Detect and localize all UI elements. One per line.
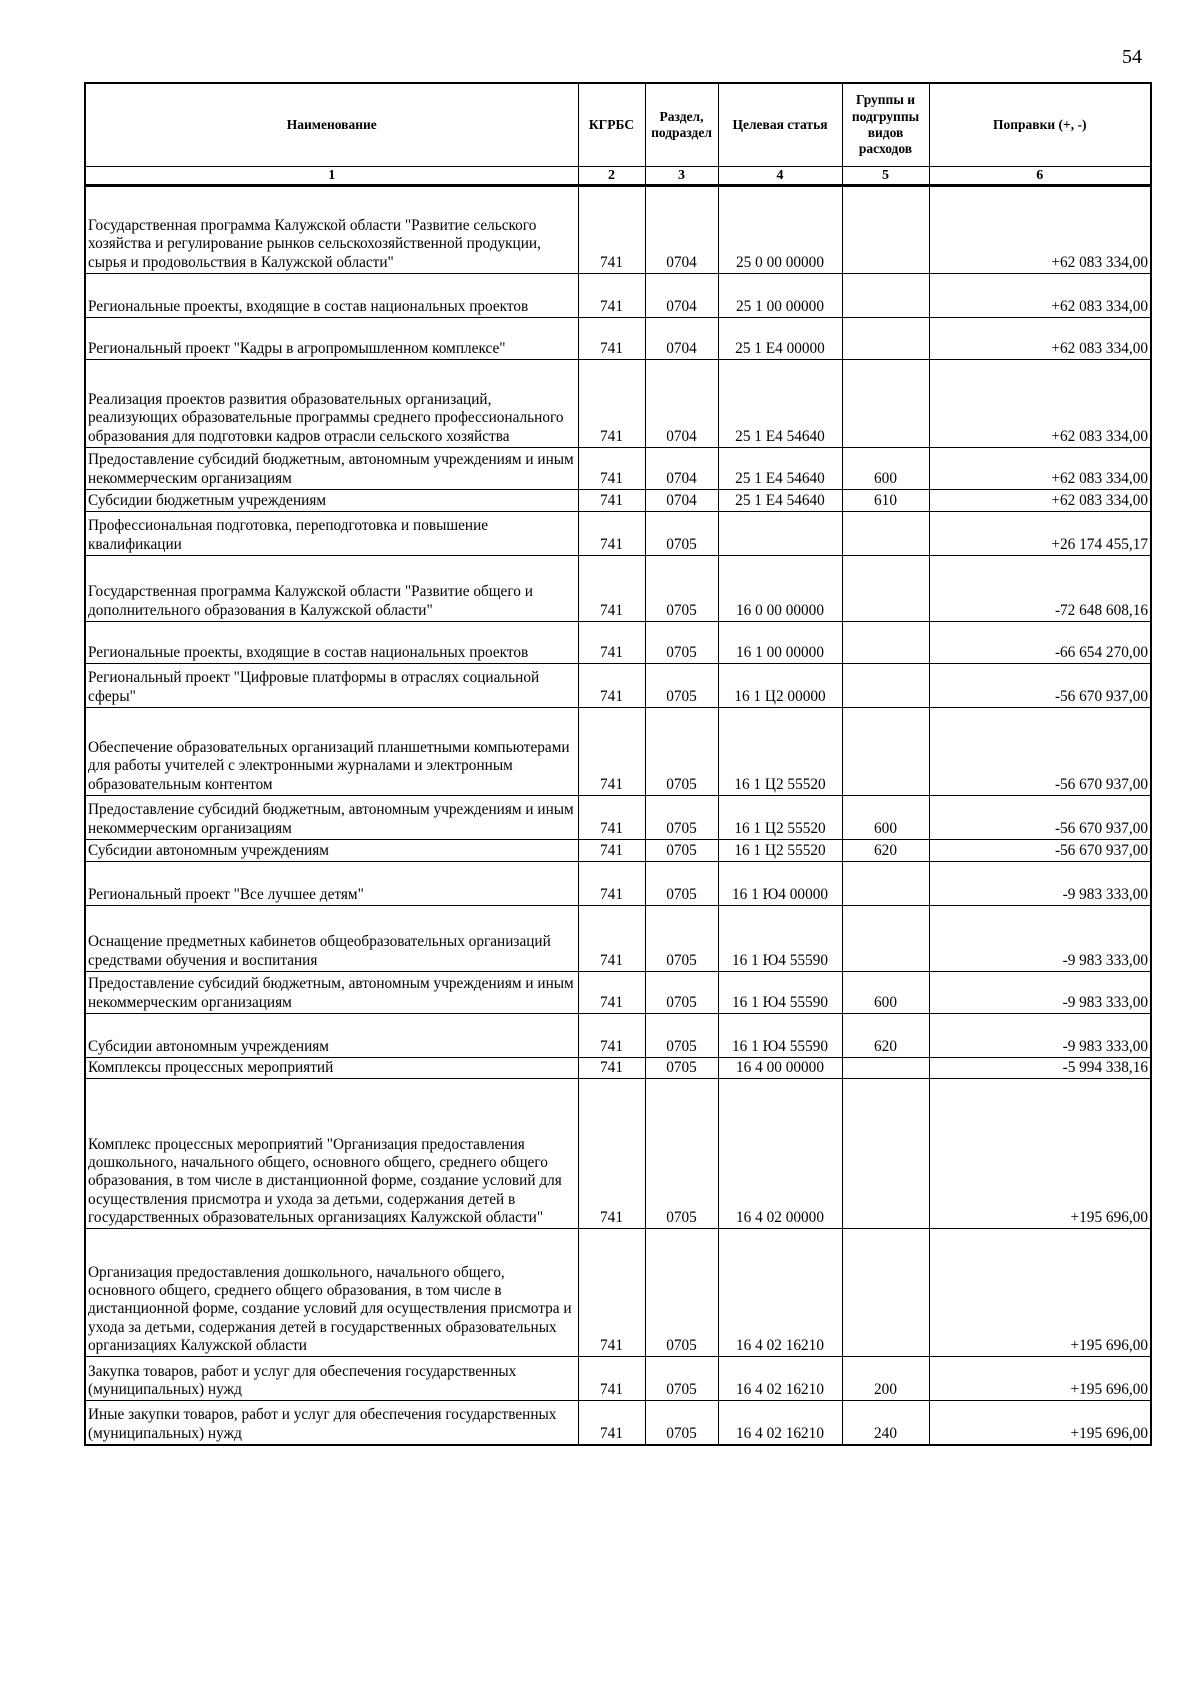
row-section-cell: 0704 xyxy=(645,186,718,274)
row-section-cell: 0705 xyxy=(645,796,718,840)
row-target-cell: 16 1 Ц2 55520 xyxy=(718,840,842,862)
row-name-cell: Предоставление субсидий бюджетным, автономным учреждениям и иным некоммерческим организациям xyxy=(85,972,578,1014)
row-name-cell: Реализация проектов развития образовательных организаций, реализующих образовательные программы среднего профессионального образования для подготовки кадров отрасли сельского хозяйства xyxy=(85,360,578,448)
row-amount-cell: +26 174 455,17 xyxy=(929,512,1151,556)
row-amount-cell: -9 983 333,00 xyxy=(929,906,1151,972)
row-name-cell: Обеспечение образовательных организаций планшетными компьютерами для работы учителей с электронными журналами и электронным образовательным контентом xyxy=(85,708,578,796)
row-expense-type-cell: 600 xyxy=(842,448,929,490)
row-section-cell: 0705 xyxy=(645,1357,718,1401)
table-row xyxy=(85,1014,1151,1058)
table-row xyxy=(85,906,1151,972)
row-amount-cell: +195 696,00 xyxy=(929,1079,1151,1229)
row-expense-type-cell xyxy=(842,360,929,448)
row-name-cell: Региональный проект "Кадры в агропромышленном комплексе" xyxy=(85,318,578,360)
row-section-cell: 0705 xyxy=(645,1079,718,1229)
header-amendments: Поправки (+, -) xyxy=(929,83,1151,167)
row-expense-type-cell xyxy=(842,1229,929,1357)
row-amount-cell: -9 983 333,00 xyxy=(929,1014,1151,1058)
row-amount-cell: +195 696,00 xyxy=(929,1401,1151,1445)
row-kgrbs-cell: 741 xyxy=(578,186,645,274)
table-body xyxy=(85,186,1151,1445)
row-name-cell: Региональный проект "Цифровые платформы в отраслях социальной сферы" xyxy=(85,664,578,708)
row-kgrbs-cell: 741 xyxy=(578,318,645,360)
table-row xyxy=(85,318,1151,360)
row-expense-type-cell: 610 xyxy=(842,490,929,512)
row-kgrbs-cell: 741 xyxy=(578,862,645,906)
row-target-cell: 16 1 Ю4 00000 xyxy=(718,862,842,906)
row-expense-type-cell: 620 xyxy=(842,1014,929,1058)
table-row xyxy=(85,796,1151,840)
row-name-cell: Оснащение предметных кабинетов общеобразовательных организаций средствами обучения и воспитания xyxy=(85,906,578,972)
table-row xyxy=(85,360,1151,448)
table-row xyxy=(85,972,1151,1014)
table-header-row xyxy=(85,83,1151,167)
table-row xyxy=(85,448,1151,490)
row-name-cell: Организация предоставления дошкольного, начального общего, основного общего, среднего общего образования, в том числе в дистанционной форме, создание условий для осуществления присмотра и ухода за детьми, содержания детей в государственных образовательных организациях Калужской области xyxy=(85,1229,578,1357)
row-expense-type-cell xyxy=(842,512,929,556)
row-expense-type-cell xyxy=(842,664,929,708)
column-number: 1 xyxy=(85,167,578,186)
row-expense-type-cell xyxy=(842,186,929,274)
row-target-cell xyxy=(718,512,842,556)
row-amount-cell: -72 648 608,16 xyxy=(929,556,1151,622)
table-row xyxy=(85,1229,1151,1357)
row-amount-cell: -56 670 937,00 xyxy=(929,840,1151,862)
row-amount-cell: +62 083 334,00 xyxy=(929,360,1151,448)
row-name-cell: Иные закупки товаров, работ и услуг для обеспечения государственных (муниципальных) нужд xyxy=(85,1401,578,1445)
row-expense-type-cell: 200 xyxy=(842,1357,929,1401)
row-section-cell: 0704 xyxy=(645,318,718,360)
row-target-cell: 25 1 00 00000 xyxy=(718,274,842,318)
table-row xyxy=(85,512,1151,556)
row-name-cell: Комплекс процессных мероприятий "Организация предоставления дошкольного, начального общего, основного общего, среднего общего образования, в том числе в дистанционной форме, создание условий для осуществления присмотра и ухода за детьми, содержания детей в государственных образовательных организациях Калужской области" xyxy=(85,1079,578,1229)
row-name-cell: Региональные проекты, входящие в состав национальных проектов xyxy=(85,622,578,664)
column-number: 5 xyxy=(842,167,929,186)
column-number: 2 xyxy=(578,167,645,186)
page-number: 54 xyxy=(1122,46,1142,68)
row-kgrbs-cell: 741 xyxy=(578,972,645,1014)
row-kgrbs-cell: 741 xyxy=(578,274,645,318)
row-section-cell: 0705 xyxy=(645,1229,718,1357)
row-expense-type-cell xyxy=(842,274,929,318)
row-expense-type-cell: 600 xyxy=(842,796,929,840)
row-name-cell: Предоставление субсидий бюджетным, автономным учреждениям и иным некоммерческим организациям xyxy=(85,448,578,490)
table-row xyxy=(85,664,1151,708)
row-name-cell: Комплексы процессных мероприятий xyxy=(85,1058,578,1079)
row-amount-cell: +62 083 334,00 xyxy=(929,448,1151,490)
header-name: Наименование xyxy=(85,83,578,167)
column-number: 4 xyxy=(718,167,842,186)
row-target-cell: 16 1 Ц2 55520 xyxy=(718,708,842,796)
row-target-cell: 25 1 Е4 54640 xyxy=(718,360,842,448)
row-amount-cell: -56 670 937,00 xyxy=(929,796,1151,840)
row-kgrbs-cell: 741 xyxy=(578,622,645,664)
row-section-cell: 0704 xyxy=(645,490,718,512)
row-expense-type-cell xyxy=(842,318,929,360)
row-section-cell: 0705 xyxy=(645,1401,718,1445)
row-section-cell: 0705 xyxy=(645,906,718,972)
row-target-cell: 16 1 Ю4 55590 xyxy=(718,906,842,972)
table-row xyxy=(85,490,1151,512)
row-kgrbs-cell: 741 xyxy=(578,664,645,708)
row-amount-cell: -56 670 937,00 xyxy=(929,664,1151,708)
row-amount-cell: +62 083 334,00 xyxy=(929,274,1151,318)
row-target-cell: 25 1 Е4 00000 xyxy=(718,318,842,360)
row-target-cell: 16 1 00 00000 xyxy=(718,622,842,664)
row-section-cell: 0705 xyxy=(645,1014,718,1058)
row-expense-type-cell: 240 xyxy=(842,1401,929,1445)
row-amount-cell: +62 083 334,00 xyxy=(929,186,1151,274)
row-amount-cell: +195 696,00 xyxy=(929,1229,1151,1357)
row-target-cell: 25 0 00 00000 xyxy=(718,186,842,274)
table-row xyxy=(85,274,1151,318)
row-amount-cell: -5 994 338,16 xyxy=(929,1058,1151,1079)
row-name-cell: Государственная программа Калужской области "Развитие общего и дополнительного образования в Калужской области" xyxy=(85,556,578,622)
row-target-cell: 16 1 Ю4 55590 xyxy=(718,1014,842,1058)
row-section-cell: 0705 xyxy=(645,862,718,906)
row-name-cell: Субсидии автономным учреждениям xyxy=(85,840,578,862)
row-kgrbs-cell: 741 xyxy=(578,490,645,512)
row-kgrbs-cell: 741 xyxy=(578,1014,645,1058)
row-name-cell: Государственная программа Калужской области "Развитие сельского хозяйства и регулирование рынков сельскохозяйственной продукции, сырья и продовольствия в Калужской области" xyxy=(85,186,578,274)
row-amount-cell: -66 654 270,00 xyxy=(929,622,1151,664)
row-target-cell: 16 4 00 00000 xyxy=(718,1058,842,1079)
row-amount-cell: -9 983 333,00 xyxy=(929,862,1151,906)
row-kgrbs-cell: 741 xyxy=(578,796,645,840)
row-expense-type-cell xyxy=(842,622,929,664)
row-kgrbs-cell: 741 xyxy=(578,840,645,862)
row-name-cell: Закупка товаров, работ и услуг для обеспечения государственных (муниципальных) нужд xyxy=(85,1357,578,1401)
row-expense-type-cell: 620 xyxy=(842,840,929,862)
row-kgrbs-cell: 741 xyxy=(578,512,645,556)
row-expense-type-cell xyxy=(842,708,929,796)
row-expense-type-cell xyxy=(842,1079,929,1229)
row-kgrbs-cell: 741 xyxy=(578,708,645,796)
row-amount-cell: +62 083 334,00 xyxy=(929,490,1151,512)
row-amount-cell: -56 670 937,00 xyxy=(929,708,1151,796)
table-row xyxy=(85,840,1151,862)
row-kgrbs-cell: 741 xyxy=(578,1229,645,1357)
row-expense-type-cell: 600 xyxy=(842,972,929,1014)
row-amount-cell: +195 696,00 xyxy=(929,1357,1151,1401)
row-target-cell: 16 4 02 16210 xyxy=(718,1401,842,1445)
row-target-cell: 25 1 Е4 54640 xyxy=(718,490,842,512)
row-target-cell: 16 1 Ю4 55590 xyxy=(718,972,842,1014)
row-target-cell: 16 1 Ц2 55520 xyxy=(718,796,842,840)
row-target-cell: 16 1 Ц2 00000 xyxy=(718,664,842,708)
row-kgrbs-cell: 741 xyxy=(578,556,645,622)
column-number-row xyxy=(85,167,1151,186)
table-row xyxy=(85,556,1151,622)
row-kgrbs-cell: 741 xyxy=(578,1401,645,1445)
table-row xyxy=(85,1079,1151,1229)
row-section-cell: 0705 xyxy=(645,512,718,556)
row-name-cell: Субсидии бюджетным учреждениям xyxy=(85,490,578,512)
budget-table xyxy=(84,82,1152,1446)
row-target-cell: 16 4 02 16210 xyxy=(718,1229,842,1357)
table-row xyxy=(85,862,1151,906)
row-kgrbs-cell: 741 xyxy=(578,1058,645,1079)
row-kgrbs-cell: 741 xyxy=(578,906,645,972)
row-target-cell: 25 1 Е4 54640 xyxy=(718,448,842,490)
row-expense-type-cell xyxy=(842,1058,929,1079)
table-row xyxy=(85,708,1151,796)
header-target: Целевая статья xyxy=(718,83,842,167)
row-expense-type-cell xyxy=(842,862,929,906)
row-expense-type-cell xyxy=(842,556,929,622)
row-section-cell: 0705 xyxy=(645,972,718,1014)
column-number: 6 xyxy=(929,167,1151,186)
row-name-cell: Региональные проекты, входящие в состав национальных проектов xyxy=(85,274,578,318)
row-target-cell: 16 4 02 16210 xyxy=(718,1357,842,1401)
row-section-cell: 0705 xyxy=(645,556,718,622)
row-kgrbs-cell: 741 xyxy=(578,1079,645,1229)
row-section-cell: 0704 xyxy=(645,360,718,448)
row-section-cell: 0705 xyxy=(645,1058,718,1079)
row-section-cell: 0705 xyxy=(645,708,718,796)
row-name-cell: Профессиональная подготовка, переподготовка и повышение квалификации xyxy=(85,512,578,556)
table-row xyxy=(85,1058,1151,1079)
row-section-cell: 0705 xyxy=(645,622,718,664)
row-kgrbs-cell: 741 xyxy=(578,360,645,448)
row-expense-type-cell xyxy=(842,906,929,972)
row-name-cell: Региональный проект "Все лучшее детям" xyxy=(85,862,578,906)
table-row xyxy=(85,186,1151,274)
row-section-cell: 0704 xyxy=(645,448,718,490)
header-section: Раздел, подраздел xyxy=(645,83,718,167)
table-row xyxy=(85,1357,1151,1401)
row-kgrbs-cell: 741 xyxy=(578,448,645,490)
row-target-cell: 16 0 00 00000 xyxy=(718,556,842,622)
row-section-cell: 0705 xyxy=(645,840,718,862)
header-expense-groups: Группы и подгруппы видов расходов xyxy=(842,83,929,167)
row-name-cell: Субсидии автономным учреждениям xyxy=(85,1014,578,1058)
header-kgrbs: КГРБС xyxy=(578,83,645,167)
row-target-cell: 16 4 02 00000 xyxy=(718,1079,842,1229)
row-amount-cell: -9 983 333,00 xyxy=(929,972,1151,1014)
table-row xyxy=(85,622,1151,664)
row-name-cell: Предоставление субсидий бюджетным, автономным учреждениям и иным некоммерческим организациям xyxy=(85,796,578,840)
row-kgrbs-cell: 741 xyxy=(578,1357,645,1401)
table-row xyxy=(85,1401,1151,1445)
row-section-cell: 0704 xyxy=(645,274,718,318)
column-number: 3 xyxy=(645,167,718,186)
row-amount-cell: +62 083 334,00 xyxy=(929,318,1151,360)
row-section-cell: 0705 xyxy=(645,664,718,708)
